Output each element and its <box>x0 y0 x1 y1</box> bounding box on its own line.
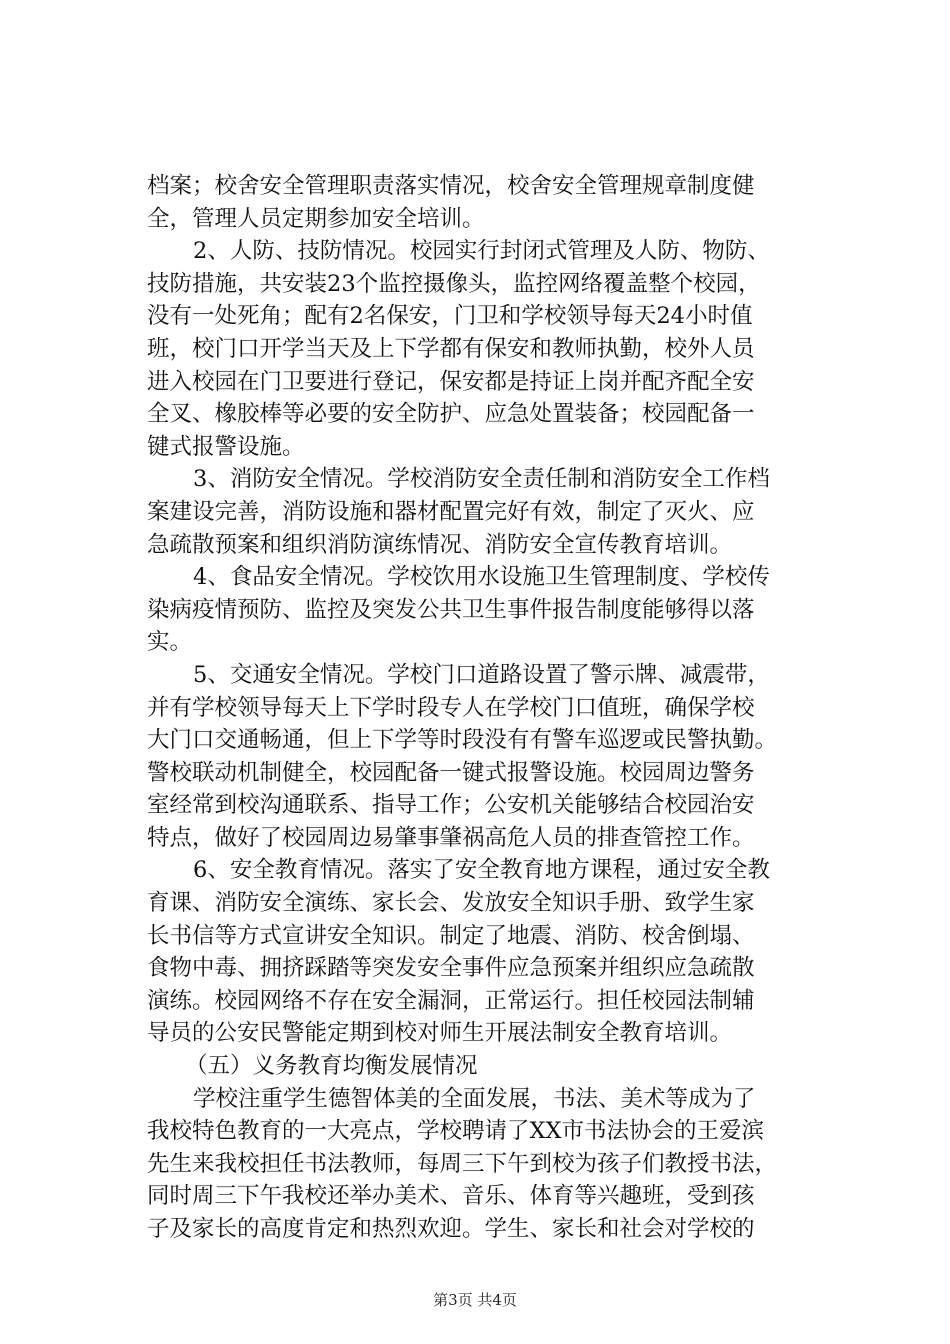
text-line: 室经常到校沟通联系、指导工作；公安机关能够结合校园治安 <box>147 792 755 819</box>
text-line: 导员的公安民警能定期到校对师生开展法制安全教育培训。 <box>147 1020 733 1047</box>
text-line: 警校联动机制健全，校园配备一键式报警设施。校园周边警务 <box>147 759 755 786</box>
paragraph-start-line: 6、安全教育情况。落实了安全教育地方课程，通过安全教 <box>193 857 770 884</box>
text-line: 急疏散预案和组织消防演练情况、消防安全宣传教育培训。 <box>147 531 733 558</box>
text-line: 染病疫情预防、监控及突发公共卫生事件报告制度能够得以落 <box>147 596 755 623</box>
paragraph-start-line: 5、交通安全情况。学校门口道路设置了警示牌、减震带， <box>193 661 770 688</box>
text-line: 全，管理人员定期参加安全培训。 <box>147 205 485 232</box>
text-line: 食物中毒、拥挤踩踏等突发安全事件应急预案并组织应急疏散 <box>147 955 755 982</box>
page-number-label: 第3页 共4页 <box>433 1291 517 1309</box>
text-line: 并有学校领导每天上下学时段专人在学校门口值班，确保学校 <box>147 694 755 721</box>
text-line: 档案；校舍安全管理职责落实情况，校舍安全管理规章制度健 <box>147 173 755 199</box>
page-footer <box>0 1290 950 1310</box>
text-line: 班，校门口开学当天及上下学都有保安和教师执勤，校外人员 <box>147 335 755 362</box>
paragraph-start-line: 4、食品安全情况。学校饮用水设施卫生管理制度、学校传 <box>193 564 770 591</box>
text-line: 进入校园在门卫要进行登记，保安都是持证上岗并配齐配全安 <box>147 368 755 395</box>
text-line: 育课、消防安全演练、家长会、发放安全知识手册、致学生家 <box>147 890 755 917</box>
section-heading: （五）义务教育均衡发展情况 <box>185 1053 478 1080</box>
text-line: 实。 <box>147 629 193 656</box>
paragraph-start-line: 3、消防安全情况。学校消防安全责任制和消防安全工作档 <box>193 466 770 493</box>
text-line: 同时周三下午我校还举办美术、音乐、体育等兴趣班，受到孩 <box>147 1183 755 1210</box>
text-line: 没有一处死角；配有2名保安，门卫和学校领导每天24小时值 <box>147 303 753 330</box>
text-line: 全叉、橡胶棒等必要的安全防护、应急处置装备；校园配备一 <box>147 401 755 428</box>
paragraph-start-line: 2、人防、技防情况。校园实行封闭式管理及人防、物防、 <box>193 238 770 265</box>
text-line: 演练。校园网络不存在安全漏洞，正常运行。担任校园法制辅 <box>147 987 755 1014</box>
text-line: 技防措施，共安装23个监控摄像头，监控网络覆盖整个校园， <box>147 270 761 297</box>
document-body <box>147 170 827 1246</box>
text-line: 键式报警设施。 <box>147 433 305 460</box>
text-line: 我校特色教育的一大亮点，学校聘请了XX市书法协会的王爱滨 <box>147 1118 765 1145</box>
text-line: 大门口交通畅通，但上下学等时段没有有警车巡逻或民警执勤。 <box>147 727 778 754</box>
text-line: 先生来我校担任书法教师，每周三下午到校为孩子们教授书法， <box>147 1150 778 1177</box>
text-line: 特点，做好了校园周边易肇事肇祸高危人员的排查管控工作。 <box>147 824 755 851</box>
text-line: 案建设完善，消防设施和器材配置完好有效，制定了灭火、应 <box>147 498 755 525</box>
text-line: 子及家长的高度肯定和热烈欢迎。学生、家长和社会对学校的 <box>147 1216 755 1242</box>
paragraph-start-line: 学校注重学生德智体美的全面发展，书法、美术等成为了 <box>193 1085 756 1112</box>
text-line: 长书信等方式宣讲安全知识。制定了地震、消防、校舍倒塌、 <box>147 922 755 949</box>
